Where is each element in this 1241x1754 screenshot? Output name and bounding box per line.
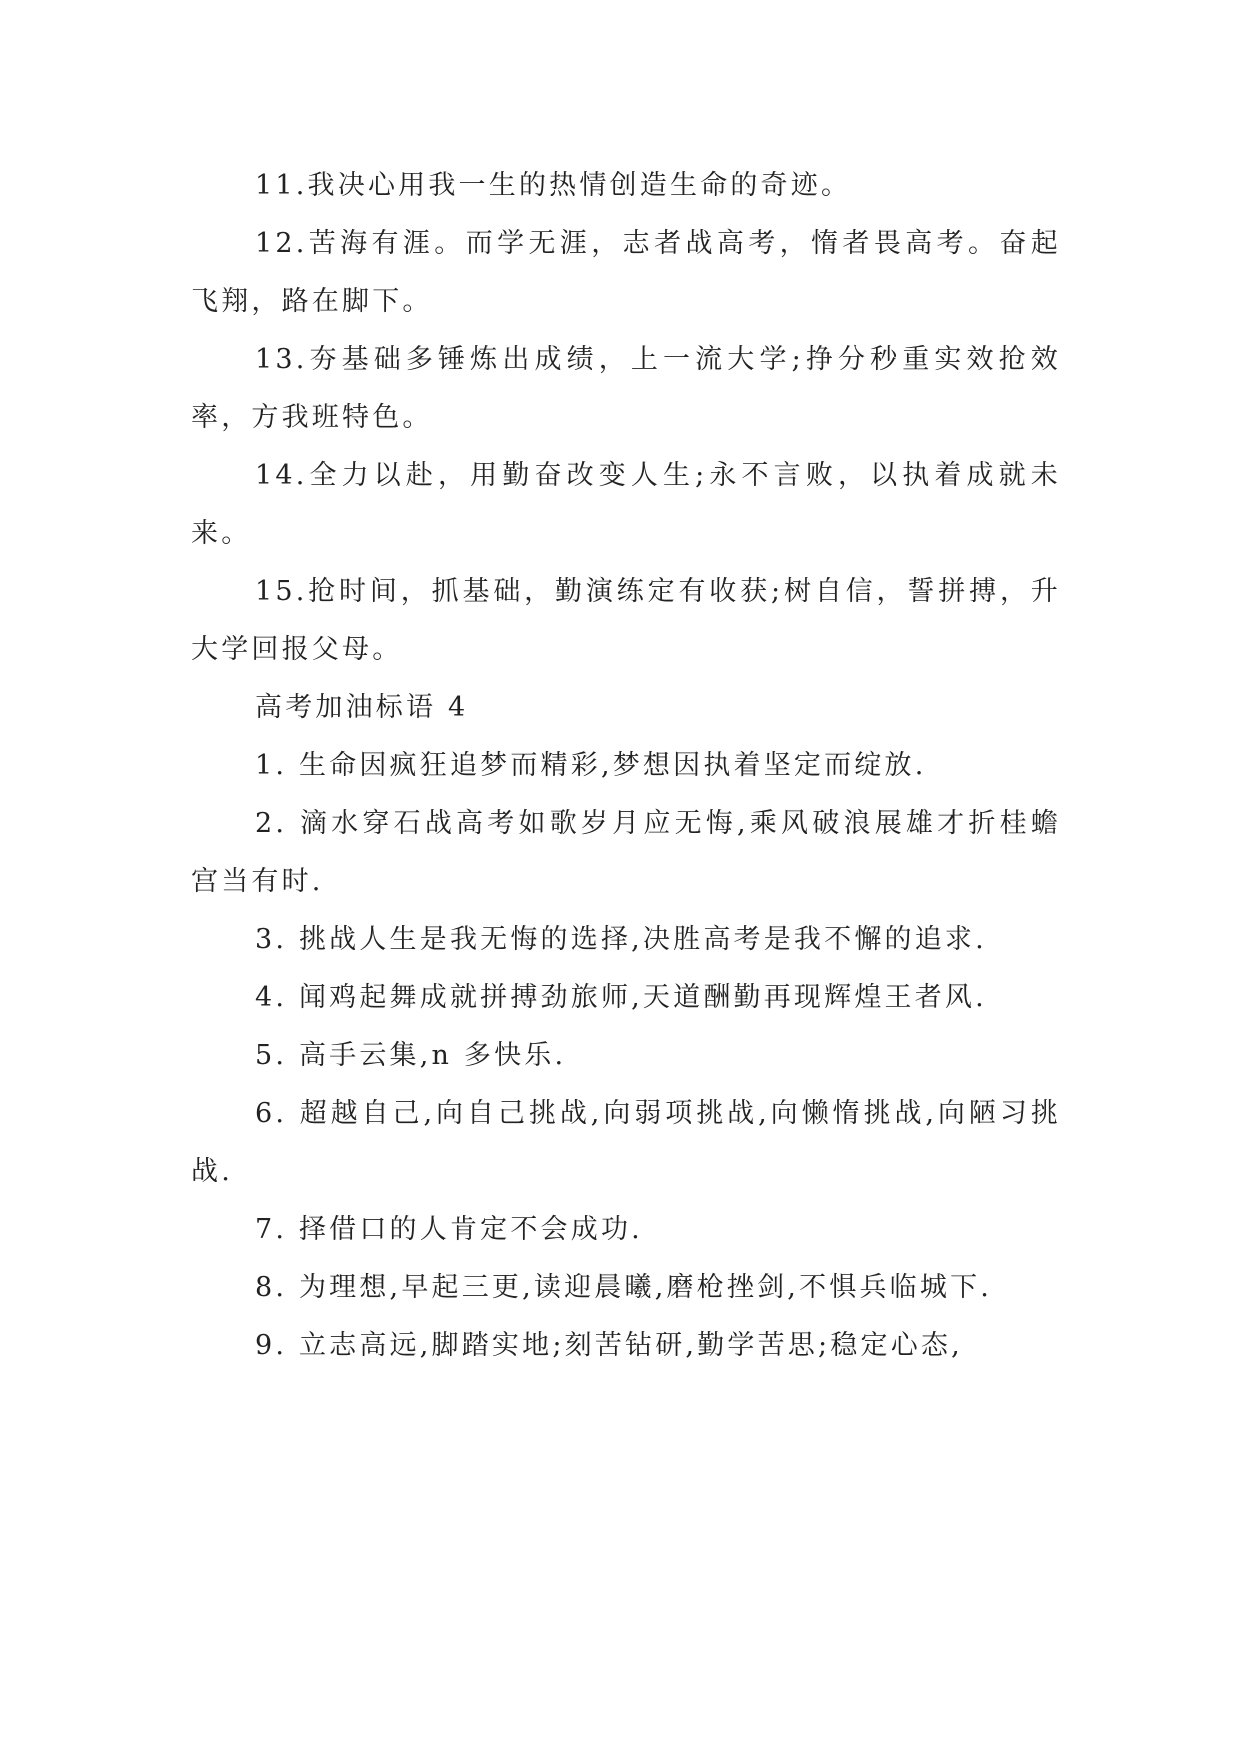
paragraph-slogan-11: 11.我决心用我一生的热情创造生命的奇迹。 (255, 170, 852, 201)
section-heading: 高考加油标语 4 (255, 692, 469, 723)
paragraph-item-2: 2. 滴水穿石战高考如歌岁月应无悔,乘风破浪展雄才折桂蟾宫当有时. (191, 808, 1061, 897)
paragraph-item-8: 8. 为理想,早起三更,读迎晨曦,磨枪挫剑,不惧兵临城下. (255, 1272, 993, 1303)
paragraph-item-4: 4. 闻鸡起舞成就拼搏劲旅师,天道酬勤再现辉煌王者风. (255, 982, 987, 1013)
paragraph-item-9: 9. 立志高远,脚踏实地;刻苦钻研,勤学苦思;稳定心态, (255, 1330, 963, 1361)
paragraph-item-7: 7. 择借口的人肯定不会成功. (255, 1214, 643, 1245)
paragraph-item-6: 6. 超越自己,向自己挑战,向弱项挑战,向懒惰挑战,向陋习挑战. (191, 1098, 1061, 1187)
paragraph-item-3: 3. 挑战人生是我无悔的选择,决胜高考是我不懈的追求. (255, 924, 987, 955)
paragraph-slogan-13: 13.夯基础多锤炼出成绩，上一流大学;挣分秒重实效抢效率，方我班特色。 (191, 344, 1061, 433)
paragraph-slogan-15: 15.抢时间，抓基础，勤演练定有收获;树自信，誓拼搏，升大学回报父母。 (191, 576, 1061, 665)
paragraph-slogan-12: 12.苦海有涯。而学无涯，志者战高考，惰者畏高考。奋起飞翔，路在脚下。 (191, 228, 1061, 317)
paragraph-item-1: 1. 生命因疯狂追梦而精彩,梦想因执着坚定而绽放. (255, 750, 927, 781)
paragraph-slogan-14: 14.全力以赴，用勤奋改变人生;永不言败，以执着成就未来。 (191, 460, 1061, 549)
document-body (191, 157, 1061, 1375)
paragraph-item-5: 5. 高手云集,n 多快乐. (255, 1040, 567, 1071)
